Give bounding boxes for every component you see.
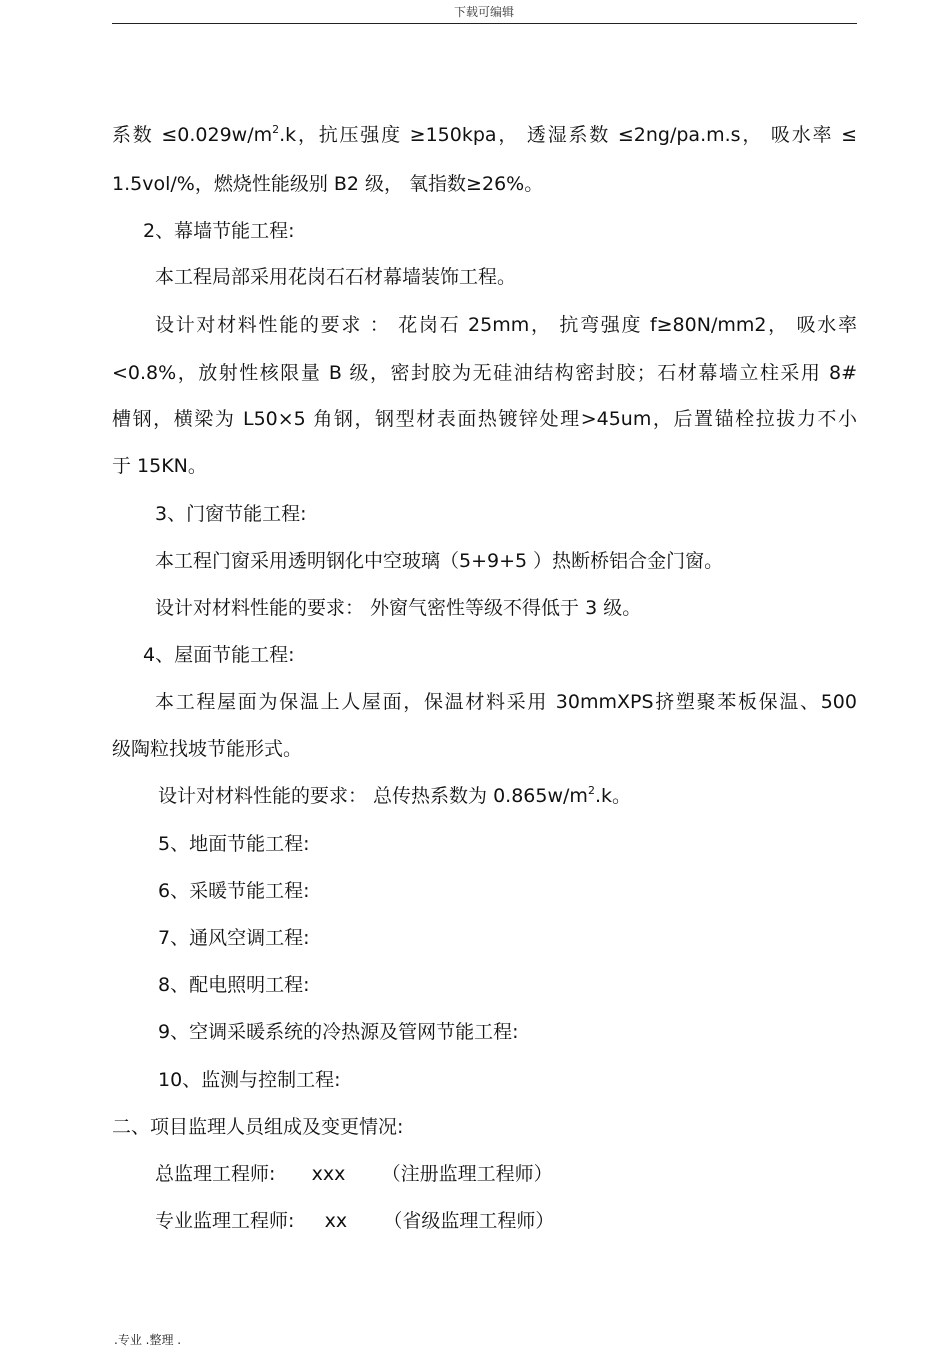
superscript: 2 [587, 783, 595, 797]
paragraph-line: 设计对材料性能的要求 ： 花岗石 25mm， 抗弯强度 f≥80N/mm2， 吸水率 [155, 314, 857, 336]
section-heading-monitoring: 10、监测与控制工程: [158, 1069, 341, 1091]
paragraph-line: 于 15KN。 [112, 455, 207, 477]
paragraph-line-1 [112, 123, 857, 147]
section-heading-floor: 5、地面节能工程: [158, 833, 310, 855]
staff-row-chief: 总监理工程师: xxx （注册监理工程师） [155, 1163, 553, 1185]
page-header: 下载可编辑 [453, 5, 514, 19]
text-segment: 系数 ≤0.029w/m [112, 124, 273, 146]
header-rule [112, 23, 857, 24]
paragraph-line: 本工程局部采用花岗石石材幕墙装饰工程。 [155, 266, 517, 288]
page-footer: .专业 .整理 . [114, 1333, 182, 1347]
paragraph-line [158, 784, 631, 808]
paragraph-line: 本工程门窗采用透明钢化中空玻璃（5+9+5 ）热断桥铝合金门窗。 [155, 550, 724, 572]
section-heading-heating: 6、采暖节能工程: [158, 880, 310, 902]
text-segment: .k，抗压强度 ≥150kpa， 透湿系数 ≤2ng/pa.m.s， 吸水率 ≤ [279, 124, 857, 146]
text-segment: 设计对材料性能的要求： 总传热系数为 0.865w/m [158, 785, 588, 807]
paragraph-line: 级陶粒找坡节能形式。 [112, 738, 303, 760]
text-segment: .k。 [594, 785, 631, 807]
paragraph-line-2: 1.5vol/%，燃烧性能级别 B2 级， 氧指数≥26%。 [112, 173, 544, 195]
section-heading-lighting: 8、配电照明工程: [158, 974, 310, 996]
paragraph-line: 槽钢，横梁为 L50×5 角钢，钢型材表面热镀锌处理>45um，后置锚栓拉拔力不小 [112, 408, 857, 430]
staff-row-specialist: 专业监理工程师: xx （省级监理工程师） [155, 1210, 555, 1232]
section-heading-hvac-source: 9、空调采暖系统的冷热源及管网节能工程: [158, 1021, 519, 1043]
section-heading-curtain-wall: 2、幕墙节能工程: [143, 220, 295, 242]
paragraph-line: 本工程屋面为保温上人屋面，保温材料采用 30mmXPS挤塑聚苯板保温、500 [155, 691, 857, 713]
paragraph-line: <0.8%，放射性核限量 B 级，密封胶为无硅油结构密封胶；石材幕墙立柱采用 8# [112, 362, 857, 384]
section-heading-windows: 3、门窗节能工程: [155, 503, 307, 525]
section-heading-roof: 4、屋面节能工程: [143, 644, 295, 666]
section-heading-ventilation: 7、通风空调工程: [158, 927, 310, 949]
chapter-heading-staff: 二、项目监理人员组成及变更情况: [112, 1116, 404, 1138]
superscript: 2 [272, 122, 280, 136]
paragraph-line: 设计对材料性能的要求： 外窗气密性等级不得低于 3 级。 [155, 597, 642, 619]
